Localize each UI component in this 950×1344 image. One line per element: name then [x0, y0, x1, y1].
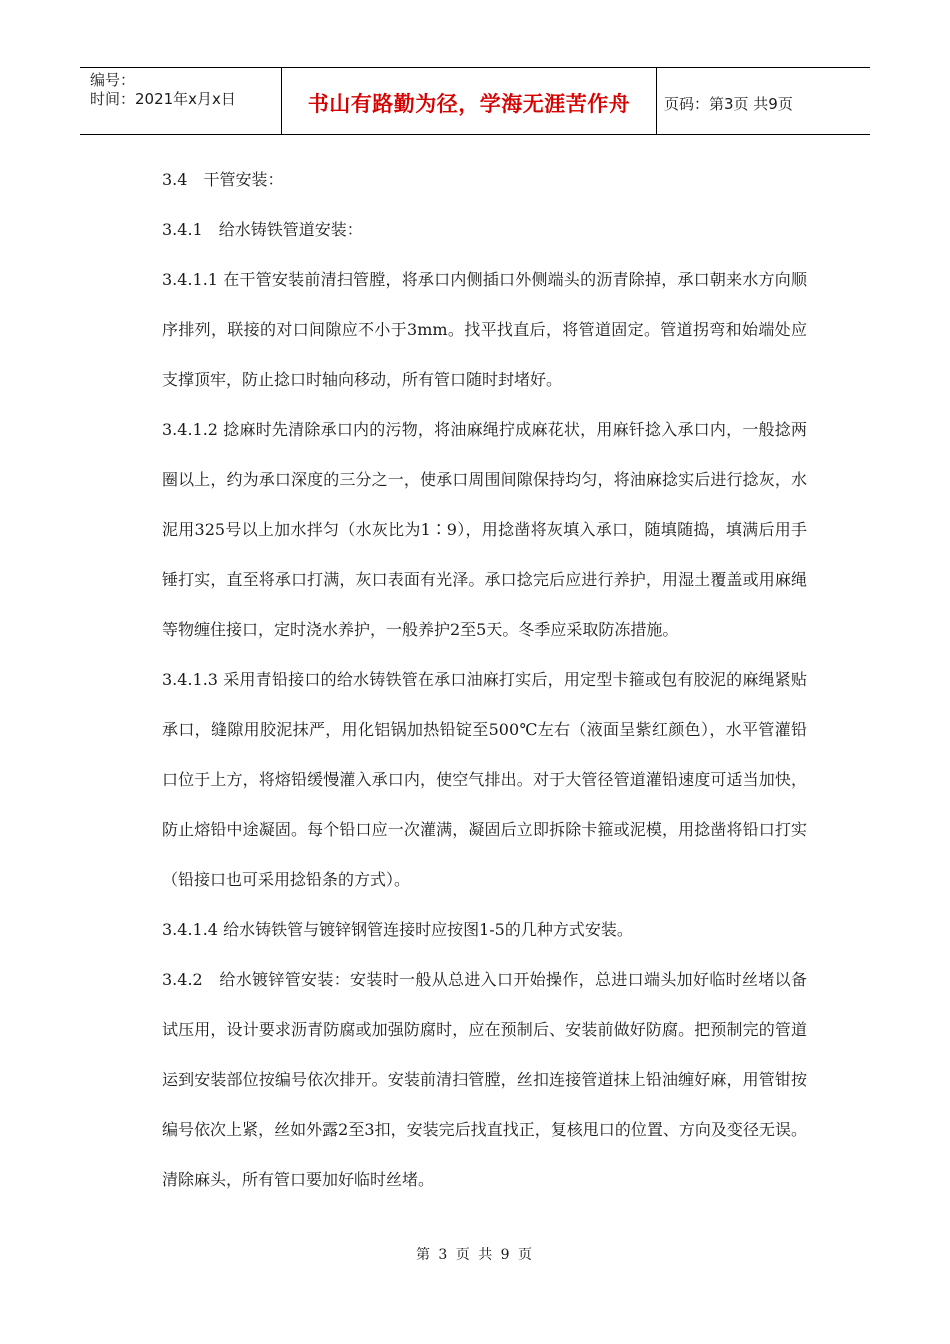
header-meta — [80, 68, 282, 134]
page-footer: 第 3 页 共 9 页 — [415, 1247, 535, 1263]
section-heading-3-4-1: 3.4.1 给水铸铁管道安装： — [162, 220, 363, 239]
paragraph-3-4-1-2: 3.4.1.2 捻麻时先清除承口内的污物，将油麻绳拧成麻花状，用麻钎捻入承口内，一般捻两圈以上，约为承口深度的三分之一，使承口周围间隙保持均匀，将油麻捻实后进行捻灰，水泥用325号以上加水拌匀（水灰比为1∶9），用捻凿将灰填入承口，随填随捣，填满后用手锤打实，直至将承口打满，灰口表面有光泽。承口捻完后应进行养护，用湿土覆盖或用麻绳等物缠住接口，定时浇水养护，一般养护2至5天。冬季应采取防冻措施。 — [162, 420, 807, 639]
section-heading-3-4: 3.4 干管安装： — [162, 170, 284, 189]
paragraph-3-4-1-4: 3.4.1.4 给水铸铁管与镀锌钢管连接时应按图1-5的几种方式安装。 — [162, 920, 633, 939]
paragraph-3-4-1-1: 3.4.1.1 在干管安装前清扫管膛，将承口内侧插口外侧端头的沥青除掉，承口朝来水方向顺序排列，联接的对口间隙应不小于3mm。找平找直后，将管道固定。管道拐弯和始端处应支撑顶牢，防止捻口时轴向移动，所有管口随时封堵好。 — [162, 270, 807, 389]
document-date: 时间：2021年x月x日 — [90, 90, 236, 108]
document-body — [145, 155, 807, 1205]
paragraph-3-4-1-3: 3.4.1.3 采用青铅接口的给水铸铁管在承口油麻打实后，用定型卡箍或包有胶泥的麻绳紧贴承口，缝隙用胶泥抹严，用化铝锅加热铅锭至500℃左右（液面呈紫红颜色），水平管灌铅口位于上方，将熔铅缓慢灌入承口内，使空气排出。对于大管径管道灌铅速度可适当加快，防止熔铅中途凝固。每个铅口应一次灌满，凝固后立即拆除卡箍或泥模，用捻凿将铅口打实（铅接口也可采用捻铅条的方式）。 — [162, 670, 807, 889]
header-motto: 书山有路勤为径，学海无涯苦作舟 — [282, 68, 657, 134]
paragraph-3-4-2: 3.4.2 给水镀锌管安装：安装时一般从总进入口开始操作，总进口端头加好临时丝堵以备试压用，设计要求沥青防腐或加强防腐时，应在预制后、安装前做好防腐。把预制完的管道运到安装部位按编号依次排开。安装前清扫管膛，丝扣连接管道抹上铅油缠好麻，用管钳按编号依次上紧，丝如外露2至3扣，安装完后找直找正，复核甩口的位置、方向及变径无误。清除麻头，所有管口要加好临时丝堵。 — [162, 970, 807, 1189]
document-number-label: 编号： — [90, 71, 136, 89]
header-page-info: 页码：第3页 共9页 — [664, 94, 793, 113]
page-header — [80, 67, 870, 135]
